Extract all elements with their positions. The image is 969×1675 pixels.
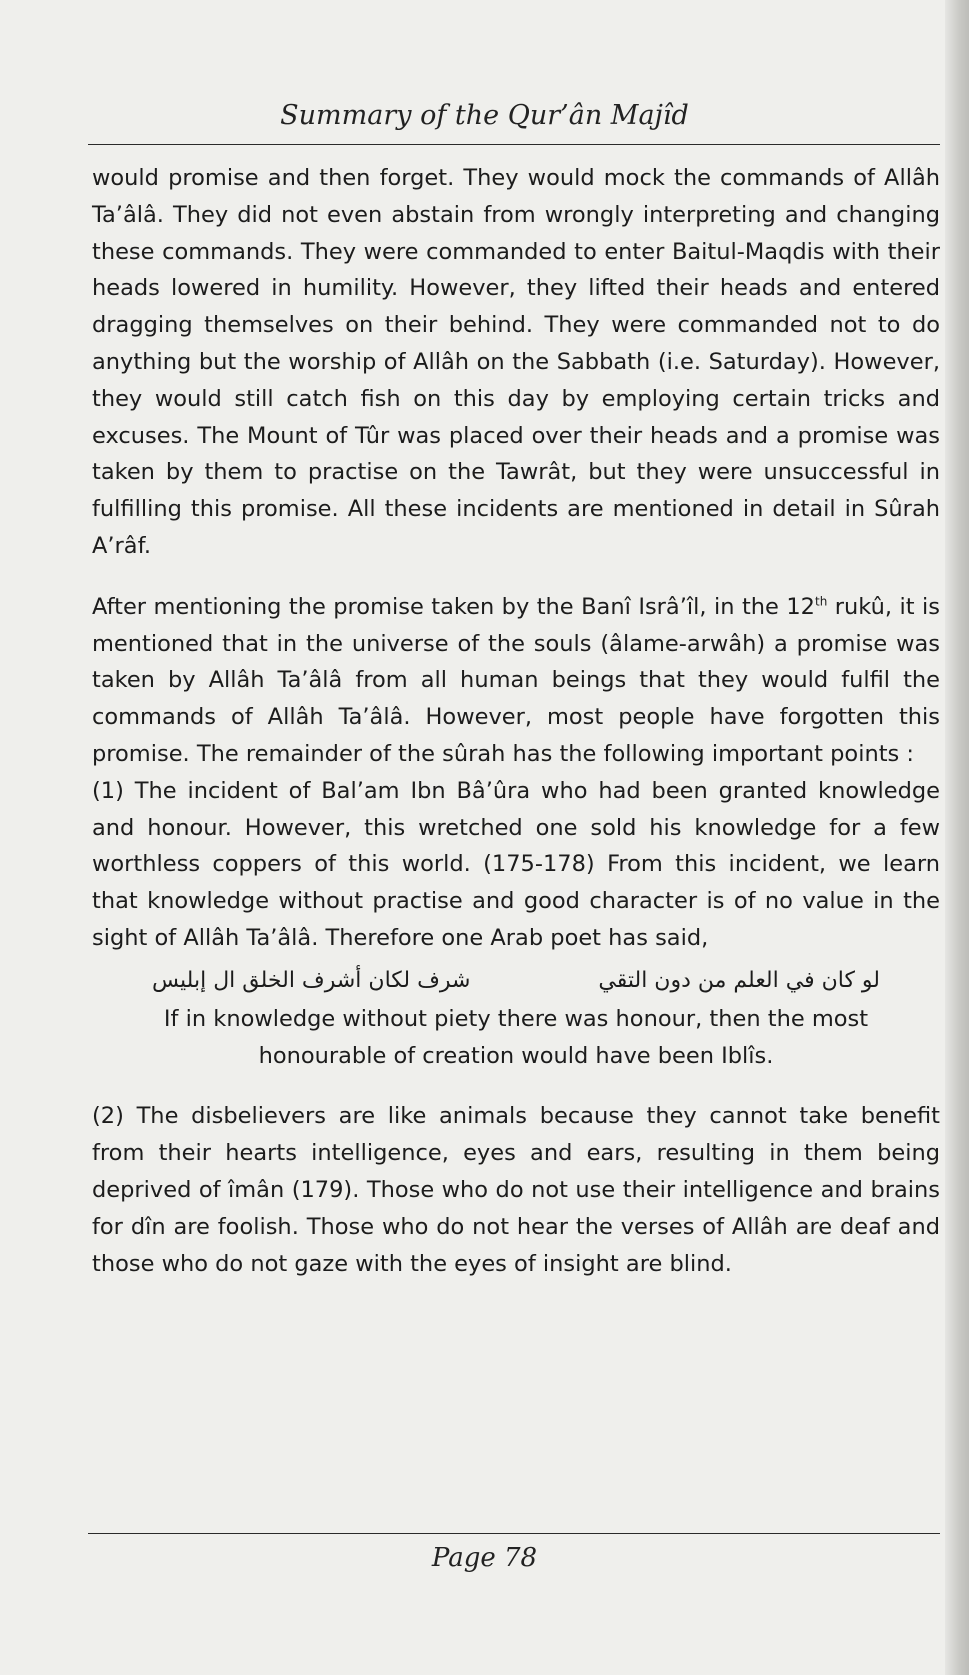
translation-line-1: If in knowledge without piety there was honour, then the most <box>163 1005 869 1032</box>
page-number: Page 78 <box>431 1543 538 1573</box>
running-header: Summary of the Qur’ân Majîd <box>280 100 689 131</box>
arabic-hemistich-1: لو كان في العلم من دون التقي <box>598 967 880 993</box>
footer-rule <box>88 1533 940 1534</box>
paragraph-2 <box>92 589 940 773</box>
arabic-couplet <box>92 963 940 999</box>
paragraph-1: would promise and then forget. They would mock the commands of Allâh Ta’âlâ. They did not even abstain from wrongly interpreting and changing these commands. They were commanded to enter Baitul-Maqdis with their heads lowered in humility. However, they lifted their heads and entered dragging themselves on their behind. They were commanded not to do anything but the worship of Allâh on the Sabbath (i.e. Saturday). However, they would still catch fish on this day by employing certain tricks and excuses. The Mount of Tûr was placed over their heads and a promise was taken by them to practise on the Tawrât, but they were unsuccessful in fulfilling this promise. All these incidents are mentioned in detail in Sûrah A’râf. <box>92 165 940 559</box>
couplet-translation <box>92 1001 940 1075</box>
paragraph-3: (1) The incident of Bal’am Ibn Bâ’ûra who had been granted knowledge and honour. However, this wretched one sold his knowledge for a few worthless coppers of this world. (175-178) From this incident, we learn that knowledge without practise and good character is of no value in the sight of Allâh Ta’âlâ. Therefore one Arab poet has said, <box>92 777 940 951</box>
page-edge <box>945 0 969 1675</box>
paragraph-4: (2) The disbelievers are like animals because they cannot take benefit from their hearts intelligence, eyes and ears, resulting in them being deprived of îmân (179). Those who do not use their intelligence and brains for dîn are foolish. Those who do not hear the verses of Allâh are deaf and those who do not gaze with the eyes of insight are blind. <box>92 1103 940 1277</box>
arabic-hemistich-2: شرف لكان أشرف الخلق ال إبليس <box>152 967 471 993</box>
translation-line-2: honourable of creation would have been Iblîs. <box>258 1042 774 1069</box>
paragraph-2-lead: After mentioning the promise taken by the Banî Isrâ’îl, in the 12 <box>92 593 815 620</box>
page-body <box>92 160 940 1282</box>
paragraph-2-rest: rukû, it is mentioned that in the universe of the souls (âlame-arwâh) a promise was taken by Allâh Ta’âlâ from all human beings that they would fulfil the commands of Allâh Ta’âlâ. However, most people have forgotten this promise. The remainder of the sûrah has the following important points : <box>92 593 940 767</box>
ordinal-suffix: th <box>814 594 828 609</box>
header-rule <box>88 144 940 145</box>
